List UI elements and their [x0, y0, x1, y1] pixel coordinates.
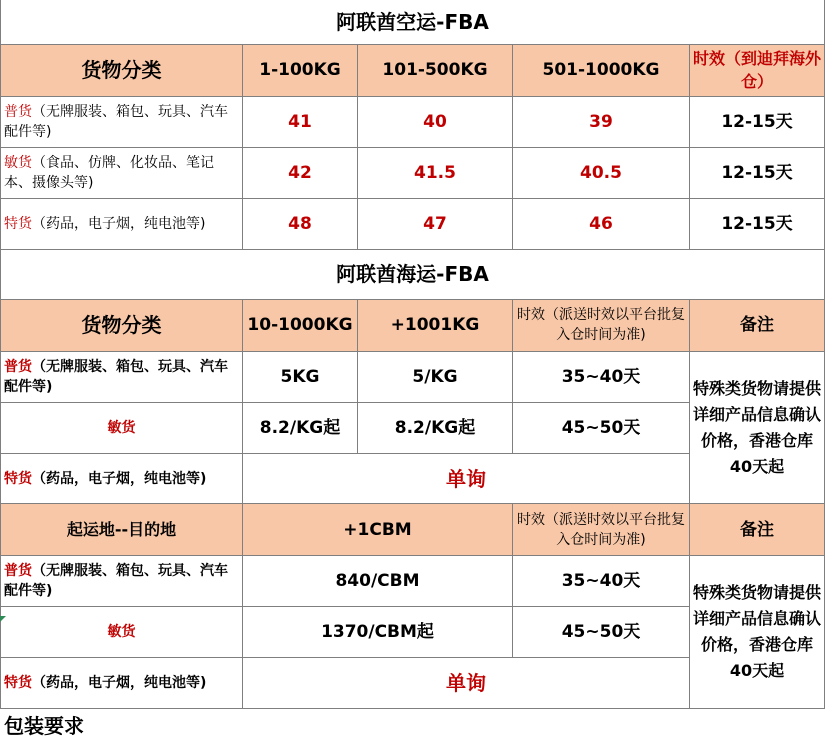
price-cell: 39 — [513, 96, 690, 147]
price-cell: 40 — [358, 96, 513, 147]
header-transit-time: 时效（派送时效以平台批复入仓时间为准) — [513, 299, 690, 351]
header-category: 货物分类 — [1, 299, 243, 351]
table-row — [1, 96, 825, 147]
category-type: 特货 — [4, 675, 32, 691]
price-cell: 41.5 — [358, 147, 513, 198]
table-row — [1, 198, 825, 249]
transit-time-cell: 12-15天 — [690, 198, 825, 249]
header-origin-destination: 起运地--目的地 — [1, 504, 243, 556]
category-type: 敏货 — [107, 419, 136, 436]
category-type: 敏货 — [4, 154, 32, 171]
category-cell — [1, 351, 243, 402]
price-cell: 1370/CBM起 — [243, 607, 513, 658]
transit-time-cell: 12-15天 — [690, 96, 825, 147]
inquiry-cell: 单询 — [243, 658, 690, 709]
air-freight-table — [0, 0, 825, 250]
transit-time-cell: 45~50天 — [513, 402, 690, 453]
sea-freight-table — [0, 250, 825, 505]
sea-header-row — [1, 299, 825, 351]
header-1cbm: +1CBM — [243, 504, 513, 556]
category-cell — [1, 402, 243, 453]
air-header-row — [1, 44, 825, 96]
transit-time-cell: 45~50天 — [513, 607, 690, 658]
category-cell — [1, 658, 243, 709]
category-type: 敏货 — [107, 624, 136, 640]
price-cell: 47 — [358, 198, 513, 249]
category-type: 特货 — [4, 215, 32, 232]
price-cell: 46 — [513, 198, 690, 249]
category-desc: （药品，电子烟，纯电池等) — [32, 470, 207, 487]
price-cell: 48 — [243, 198, 358, 249]
table-row — [1, 556, 825, 607]
category-desc: （无牌服装、箱包、玩具、汽车配件等) — [4, 103, 228, 140]
category-cell — [1, 607, 243, 658]
category-desc: （无牌服装、箱包、玩具、汽车配件等) — [4, 358, 228, 395]
header-1-100kg: 1-100KG — [243, 44, 358, 96]
table-row — [1, 147, 825, 198]
header-501-1000kg: 501-1000KG — [513, 44, 690, 96]
price-cell: 8.2/KG起 — [358, 402, 513, 453]
category-cell — [1, 147, 243, 198]
category-cell — [1, 556, 243, 607]
inquiry-cell: 单询 — [243, 453, 690, 504]
price-cell: 5/KG — [358, 351, 513, 402]
header-category: 货物分类 — [1, 44, 243, 96]
transit-time-cell: 35~40天 — [513, 556, 690, 607]
category-type: 普货 — [4, 103, 32, 120]
price-cell: 42 — [243, 147, 358, 198]
transit-time-cell: 12-15天 — [690, 147, 825, 198]
category-desc: （食品、仿牌、化妆品、笔记本、摄像头等) — [4, 154, 214, 191]
header-10-1000kg: 10-1000KG — [243, 299, 358, 351]
category-type: 普货 — [4, 563, 32, 579]
header-remarks: 备注 — [690, 299, 825, 351]
header-remarks: 备注 — [690, 504, 825, 556]
price-cell: 41 — [243, 96, 358, 147]
category-type: 普货 — [4, 358, 32, 375]
price-cell: 8.2/KG起 — [243, 402, 358, 453]
category-type: 特货 — [4, 470, 32, 487]
cbm-header-row — [1, 504, 825, 556]
price-cell: 5KG — [243, 351, 358, 402]
cell-comment-marker — [0, 616, 6, 622]
category-cell — [1, 453, 243, 504]
remarks-cell: 特殊类货物请提供详细产品信息确认价格，香港仓库40天起 — [690, 351, 825, 504]
category-cell — [1, 198, 243, 249]
price-cell: 40.5 — [513, 147, 690, 198]
category-desc: （无牌服装、箱包、玩具、汽车配件等) — [4, 563, 228, 599]
table-row — [1, 351, 825, 402]
sea-table-title: 阿联酋海运-FBA — [1, 250, 825, 299]
air-table-title: 阿联酋空运-FBA — [1, 0, 825, 44]
packaging-requirements-heading: 包装要求 — [4, 714, 84, 738]
transit-time-cell: 35~40天 — [513, 351, 690, 402]
remarks-cell: 特殊类货物请提供详细产品信息确认价格，香港仓库40天起 — [690, 556, 825, 709]
header-1001kg: +1001KG — [358, 299, 513, 351]
header-transit-time: 时效（派送时效以平台批复入仓时间为准) — [513, 504, 690, 556]
price-cell: 840/CBM — [243, 556, 513, 607]
category-desc: （药品，电子烟，纯电池等) — [32, 215, 206, 232]
cbm-freight-table — [0, 503, 825, 709]
category-desc: （药品，电子烟，纯电池等) — [32, 675, 207, 691]
header-101-500kg: 101-500KG — [358, 44, 513, 96]
header-transit-time: 时效（到迪拜海外仓） — [690, 44, 825, 96]
category-cell — [1, 96, 243, 147]
